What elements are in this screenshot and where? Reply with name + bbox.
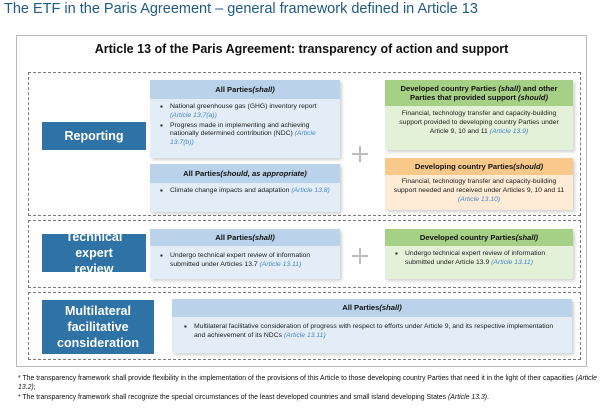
footnote-reference: (Article 13.2) (18, 375, 597, 392)
item-text: Financial, technology transfer and capacity-building support provided to developing country Parties under Article 9, 10 and 11 (399, 110, 559, 135)
multilateral-consideration-label: Multilateral facilitative consideration (42, 300, 154, 354)
footnote-text: * The transparency framework shall recognize the special circumstances of the least developed countries and small island developing States (18, 393, 449, 401)
card-body (385, 175, 573, 210)
obligation-modifier: (shall) (252, 232, 275, 242)
article-reference: (Article 13.10) (457, 195, 501, 203)
bullet-list (156, 252, 334, 270)
bullet-list (391, 250, 567, 268)
reporting-all-parties-should-card (150, 164, 340, 212)
article-reference: (Article 13.8) (291, 187, 330, 194)
card-header (172, 299, 572, 317)
item-text: Undergo technical expert review of information submitted under Article 13.9 (405, 250, 546, 266)
item-text: Financial, technology transfer and capacity-building support needed and received under Articles 9, 10 and 11 (393, 178, 565, 194)
card-body (172, 317, 572, 353)
item-text: Undergo technical expert review of information submitted under Articles 13.7 (170, 252, 311, 268)
item-text: Climate change impacts and adaptation (170, 187, 292, 194)
article-reference: (Article 13.9) (489, 127, 529, 135)
card-header (385, 80, 573, 106)
review-all-parties-card (150, 229, 340, 279)
article-reference: (Article 13.11) (491, 258, 533, 266)
list-item (170, 187, 334, 196)
card-header (385, 229, 573, 246)
obligation-modifier: (shall) (252, 84, 275, 94)
bullet-list (156, 103, 334, 148)
reporting-label: Reporting (42, 122, 146, 150)
card-body (150, 99, 340, 158)
list-item (170, 252, 334, 270)
card-body (385, 106, 573, 150)
article-reference: (Article 13.7(b)) (170, 130, 316, 147)
card-header (385, 158, 573, 175)
list-item (405, 250, 567, 268)
list-item (170, 122, 334, 148)
reporting-developed-parties-card (385, 80, 573, 150)
footnote-end: . (487, 393, 489, 401)
obligation-modifier: (shall) (379, 303, 402, 313)
bullet-list (180, 323, 564, 341)
item-text: Multilateral facilitative consideration of progress with respect to efforts under Article 9, and its respective implementation and achievement of its NDCs (194, 323, 554, 339)
frame-title: Article 13 of the Paris Agreement: transparency of action and support (94, 42, 509, 56)
footnote (18, 393, 598, 402)
list-item (194, 323, 564, 341)
party-label: Developed country Parties (419, 232, 516, 242)
card-header (150, 80, 340, 99)
party-label: All Parties (215, 232, 253, 242)
card-body (150, 246, 340, 279)
bullet-list (156, 187, 334, 196)
list-item (170, 103, 334, 121)
card-body (150, 183, 340, 212)
card-body (385, 246, 573, 279)
party-label-b: and other Parties that provided support (410, 83, 558, 102)
slide-title: The ETF in the Paris Agreement – general framework defined in Article 13 (4, 1, 478, 17)
party-label: Developing country Parties (414, 161, 514, 171)
item-text: National greenhouse gas (GHG) inventory report (170, 103, 317, 110)
plus-icon (352, 248, 368, 264)
technical-expert-review-label: Technical expert review (42, 234, 146, 272)
party-label: All Parties (183, 168, 221, 178)
party-label (389, 84, 569, 103)
item-text: Progress made in implementing and achieving nationally determined contribution (NDC) (170, 121, 310, 138)
obligation-modifier: (should) (513, 161, 544, 171)
review-developed-parties-card (385, 229, 573, 279)
footnote (18, 374, 598, 393)
footnotes (18, 374, 598, 402)
card-header (150, 229, 340, 246)
article-reference: (Article 13.7(a)) (170, 111, 217, 119)
article-reference: (Article 13.11) (259, 260, 302, 268)
reporting-all-parties-shall-card (150, 80, 340, 158)
footnote-reference: (Article 13.3) (448, 393, 488, 401)
footnote-end: ; (33, 384, 36, 392)
obligation-modifier: (should, as appropriate) (220, 168, 307, 178)
party-label-a: Developed country Parties (400, 83, 499, 93)
obligation-modifier: (should) (518, 93, 548, 102)
obligation-modifier: (shall) (515, 232, 539, 242)
article-reference: (Article 13.11) (283, 331, 326, 339)
party-label: All Parties (342, 303, 380, 313)
plus-icon (352, 146, 368, 162)
party-label: All Parties (215, 84, 253, 94)
multilateral-all-parties-card (172, 299, 572, 353)
card-header (150, 164, 340, 183)
reporting-developing-parties-card (385, 158, 573, 210)
footnote-text: * The transparency framework shall provide flexibility in the implementation of the provisions of this Article to those developing country Parties that need it in the light of their capacities (18, 375, 576, 382)
obligation-modifier: (shall) (498, 83, 521, 93)
